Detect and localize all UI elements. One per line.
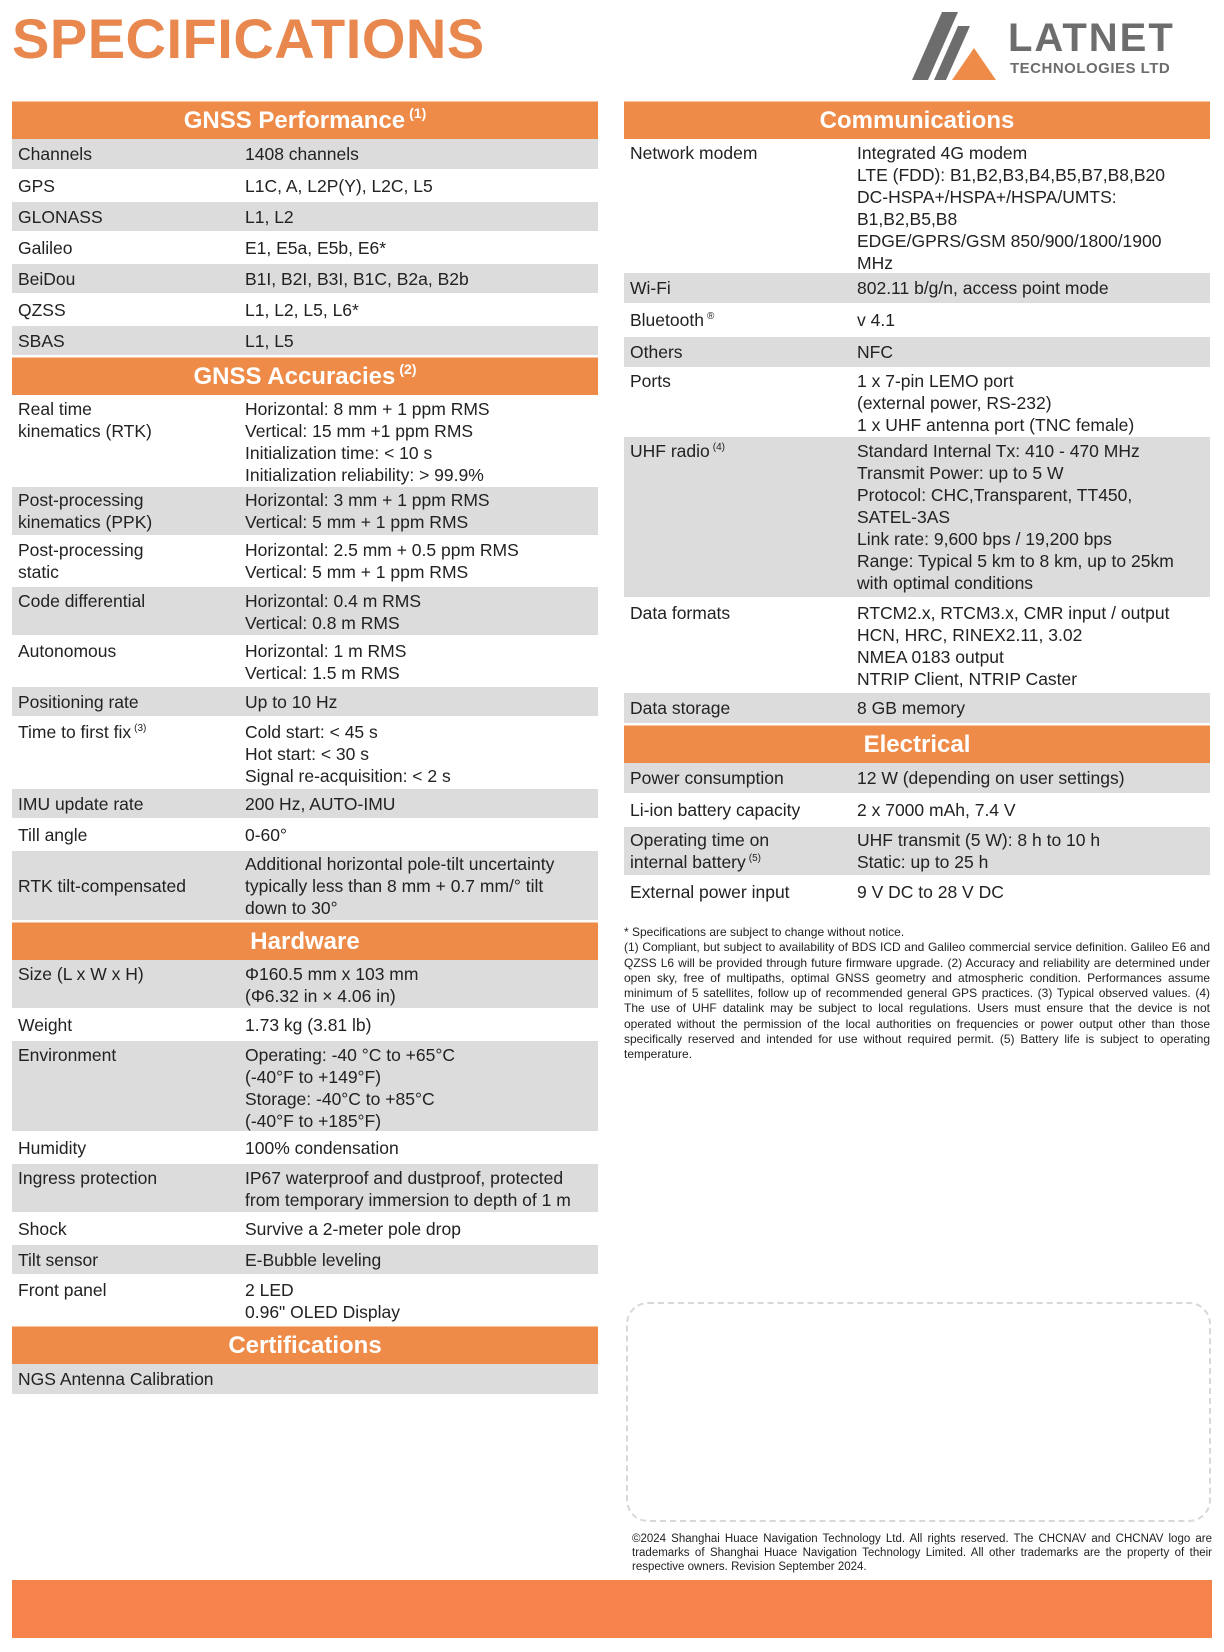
spec-row-power-consumption: Power consumption 12 W (depending on user settings): [624, 763, 1210, 795]
spec-row-channels: Channels 1408 channels: [12, 139, 598, 171]
spec-row-glonass: GLONASS L1, L2: [12, 202, 598, 233]
spec-row-positioning-rate: Positioning rate Up to 10 Hz: [12, 687, 598, 718]
spec-row-static: Post-processing static Horizontal: 2.5 mm + 0.5 ppm RMS Vertical: 5 mm + 1 ppm RMS: [12, 537, 598, 587]
spec-row-data-formats: Data formats RTCM2.x, RTCM3.x, CMR input / output HCN, HRC, RINEX2.11, 3.02 NMEA 0183 output NTRIP Client, NTRIP Caster: [624, 599, 1210, 693]
spec-row-ppk: Post-processing kinematics (PPK) Horizontal: 3 mm + 1 ppm RMS Vertical: 5 mm + 1 ppm RMS: [12, 487, 598, 537]
right-column: [624, 101, 1210, 1063]
logo-brand-text: LATNET: [1008, 16, 1175, 60]
footnote-details: (1) Compliant, but subject to availability of BDS ICD and Galileo commercial service definition. Galileo E6 and QZSS L6 will be provided through future firmware upgrade. (2) Accuracy and reliability are determined under open sky, free of multipaths, optimal GNSS geometry and atmospheric condition. Performances assume minimum of 5 satellites, follow up of recommended general GPS practices. (3) Typical observed values. (4) The use of UHF datalink may be subject to local regulations. Users must ensure that the device is not operated without the permission of the local authorities on frequencies or power output other than those specifically reserved and intended for use without required permit. (5) Battery life is subject to operating temperature.: [624, 940, 1210, 1062]
spec-row-environment: Environment Operating: -40 °C to +65°C (-40°F to +149°F) Storage: -40°C to +85°C (-40°F to +185°F): [12, 1041, 598, 1133]
logo-sub-text: TECHNOLOGIES LTD: [1010, 60, 1171, 77]
spec-row-autonomous: Autonomous Horizontal: 1 m RMS Vertical: 1.5 m RMS: [12, 637, 598, 687]
copyright-notice: ©2024 Shanghai Huace Navigation Technology Ltd. All rights reserved. The CHCNAV and CHCNAV logo are trademarks of Shanghai Huace Navigation Technology Limited. All other trademarks are the property of their respective owners. Revision September 2024.: [632, 1533, 1212, 1573]
spec-row-ngs-antenna-calibration: NGS Antenna Calibration: [12, 1364, 598, 1396]
spec-row-galileo: Galileo E1, E5a, E5b, E6*: [12, 233, 598, 264]
empty-placeholder-box: [626, 1302, 1211, 1522]
footer-band: [12, 1580, 1212, 1638]
section-header-gnss-performance: GNSS Performance $^{(1)}$: [12, 101, 598, 139]
spec-row-rtk: Real time kinematics (RTK) Horizontal: 8 mm + 1 ppm RMS Vertical: 15 mm +1 ppm RMS Initialization time: < 10 s Initialization reliability: > 99.9%: [12, 395, 598, 487]
spec-row-sbas: SBAS L1, L5: [12, 326, 598, 357]
spec-row-external-power: External power input 9 V DC to 28 V DC: [624, 877, 1210, 909]
spec-row-others: Others NFC: [624, 337, 1210, 369]
section-header-certifications: Certifications: [12, 1326, 598, 1364]
company-logo: [912, 10, 1192, 82]
logo-mark-icon: [912, 10, 1004, 82]
spec-row-data-storage: Data storage 8 GB memory: [624, 693, 1210, 725]
footnote-disclaimer: * Specifications are subject to change without notice.: [624, 925, 905, 939]
left-column: [12, 101, 598, 1396]
spec-row-time-to-first-fix: Time to first fix $^{(3)}$ Cold start: < 45 s Hot start: < 30 s Signal re-acquisition: < 2 s: [12, 718, 598, 789]
spec-row-imu-update-rate: IMU update rate 200 Hz, AUTO-IMU: [12, 789, 598, 820]
spec-row-size: Size (L x W x H) Φ160.5 mm x 103 mm (Φ6.32 in × 4.06 in): [12, 960, 598, 1010]
spec-row-code-differential: Code differential Horizontal: 0.4 m RMS Vertical: 0.8 m RMS: [12, 587, 598, 637]
section-header-hardware: Hardware: [12, 922, 598, 960]
section-header-electrical: Electrical: [624, 725, 1210, 763]
spec-row-bluetooth: Bluetooth ® v 4.1: [624, 305, 1210, 337]
spec-row-tilt-sensor: Tilt sensor E-Bubble leveling: [12, 1245, 598, 1276]
section-header-communications: Communications: [624, 101, 1210, 139]
spec-row-operating-time: Operating time on internal battery $^{(5)}$ UHF transmit (5 W): 8 h to 10 h Static: up to 25 h: [624, 827, 1210, 877]
spec-row-network-modem: Network modem Integrated 4G modem LTE (FDD): B1,B2,B3,B4,B5,B7,B8,B20 DC-HSPA+/HSPA+/HSPA/UMTS: B1,B2,B5,B8 EDGE/GPRS/GSM 850/900/1800/1900 MHz: [624, 139, 1210, 273]
spec-row-front-panel: Front panel 2 LED 0.96" OLED Display: [12, 1276, 598, 1326]
spec-row-till-angle: Till angle 0-60°: [12, 820, 598, 851]
section-header-gnss-accuracies: GNSS Accuracies $^{(2)}$: [12, 357, 598, 395]
page-title: SPECIFICATIONS: [12, 7, 485, 70]
spec-row-ingress-protection: Ingress protection IP67 waterproof and dustproof, protected from temporary immersion to depth of 1 m: [12, 1164, 598, 1214]
spec-row-shock: Shock Survive a 2-meter pole drop: [12, 1214, 598, 1245]
spec-row-ports: Ports 1 x 7-pin LEMO port (external power, RS-232) 1 x UHF antenna port (TNC female): [624, 369, 1210, 437]
spec-row-uhf-radio: UHF radio $^{(4)}$ Standard Internal Tx: 410 - 470 MHz Transmit Power: up to 5 W Protocol: CHC,Transparent, TT450, SATEL-3AS Link rate: 9,600 bps / 19,200 bps Range: Typical 5 km to 8 km, up to 25km with optimal conditions: [624, 437, 1210, 599]
spec-row-weight: Weight 1.73 kg (3.81 lb): [12, 1010, 598, 1041]
spec-row-rtk-tilt-compensated: RTK tilt-compensated Additional horizontal pole-tilt uncertainty typically less than 8 mm + 0.7 mm/° tilt down to 30°: [12, 851, 598, 922]
spec-row-beidou: BeiDou B1I, B2I, B3I, B1C, B2a, B2b: [12, 264, 598, 295]
spec-row-qzss: QZSS L1, L2, L5, L6*: [12, 295, 598, 326]
spec-row-wifi: Wi-Fi 802.11 b/g/n, access point mode: [624, 273, 1210, 305]
spec-row-humidity: Humidity 100% condensation: [12, 1133, 598, 1164]
footnotes: [624, 925, 1210, 1063]
spec-row-gps: GPS L1C, A, L2P(Y), L2C, L5: [12, 171, 598, 202]
spec-row-battery-capacity: Li-ion battery capacity 2 x 7000 mAh, 7.4 V: [624, 795, 1210, 827]
